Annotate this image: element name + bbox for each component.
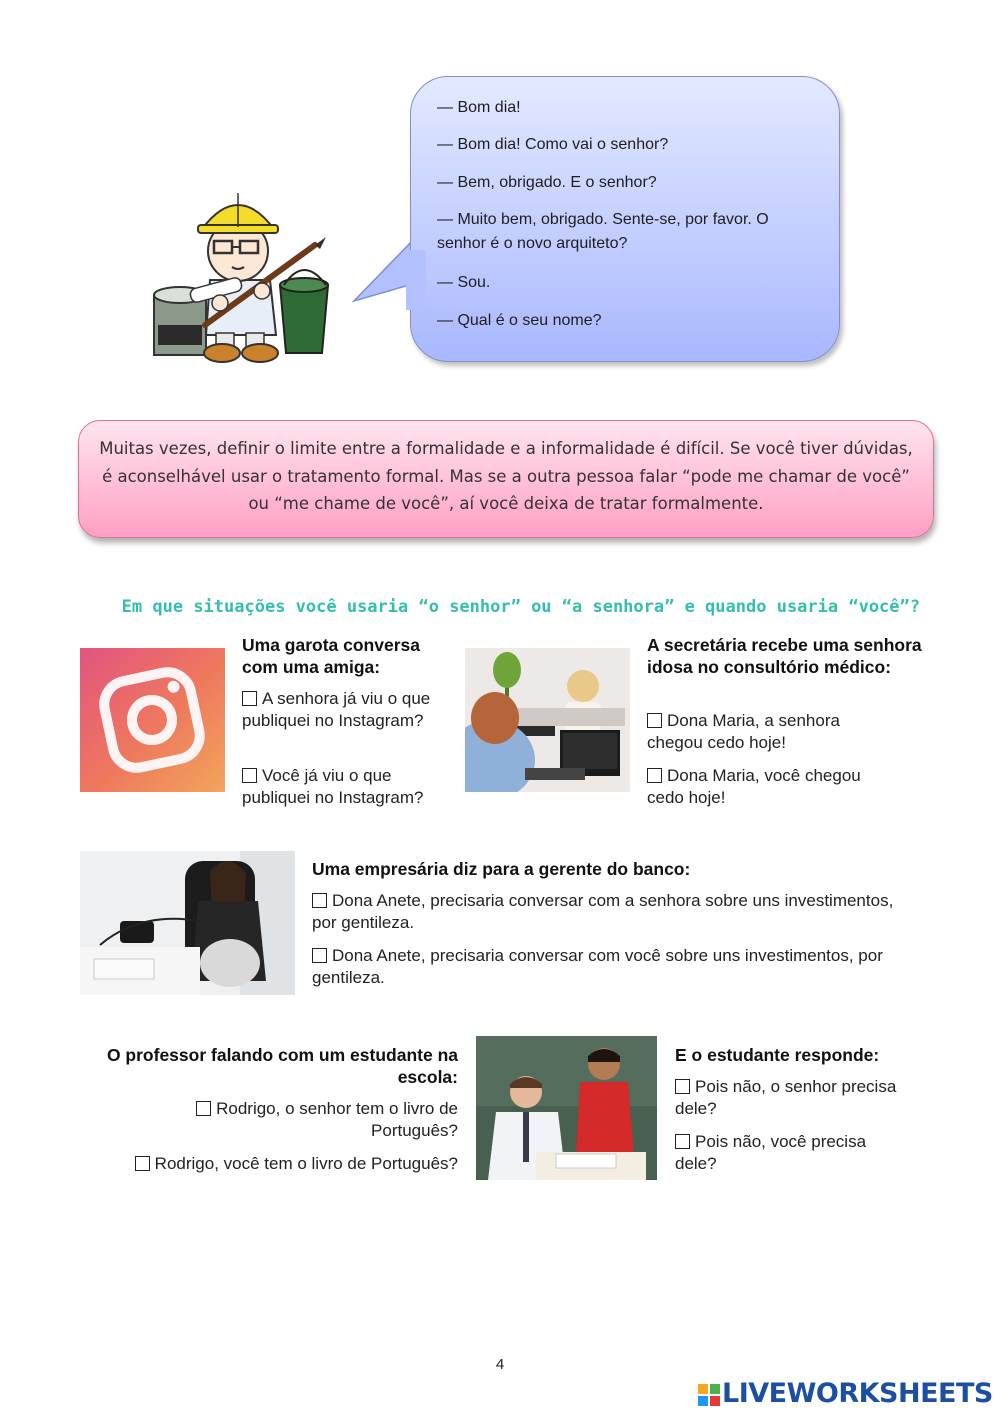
checkbox[interactable] bbox=[196, 1101, 211, 1116]
checkbox[interactable] bbox=[675, 1134, 690, 1149]
dialogue-line-6: — Qual é o seu nome? bbox=[437, 312, 602, 329]
exercise-4-option-2[interactable]: Rodrigo, você tem o livro de Português? bbox=[90, 1153, 458, 1175]
exercise-question: Em que situações você usaria “o senhor” ou “a senhora” e quando usaria “você”? bbox=[121, 597, 920, 617]
architect-illustration bbox=[150, 185, 340, 365]
exercise-3-title: Uma empresária diz para a gerente do banco: bbox=[312, 859, 691, 879]
checkbox[interactable] bbox=[312, 948, 327, 963]
businesswoman-photo bbox=[80, 851, 295, 995]
instagram-image bbox=[80, 648, 225, 792]
checkbox[interactable] bbox=[647, 713, 662, 728]
dialogue-line-5: — Sou. bbox=[437, 274, 491, 291]
formality-note: Muitas vezes, definir o limite entre a formalidade e a informalidade é difícil. Se você tiver dúvidas, é aconselhável usar o tratamento formal. Mas se a outra pessoa falar “pode me chamar de você” ou “me chame de você”, aí você deixa de tratar formalmente. bbox=[78, 420, 934, 538]
liveworksheets-wordmark: LIVEWORKSHEETS bbox=[722, 1378, 993, 1409]
liveworksheets-icon bbox=[698, 1384, 720, 1406]
exercise-1-title: Uma garota conversa com uma amiga: bbox=[242, 635, 420, 677]
dialogue-line-3: — Bem, obrigado. E o senhor? bbox=[437, 174, 657, 191]
secretary-photo bbox=[465, 648, 630, 792]
exercise-4-option-1[interactable]: Rodrigo, o senhor tem o livro de Português? bbox=[150, 1098, 458, 1142]
liveworksheets-logo[interactable] bbox=[698, 1378, 994, 1410]
exercise-1-option-2[interactable]: Você já viu o que publiquei no Instagram? bbox=[242, 766, 424, 807]
speech-bubble-tail-cover bbox=[406, 250, 426, 310]
checkbox[interactable] bbox=[135, 1156, 150, 1171]
checkbox[interactable] bbox=[312, 893, 327, 908]
exercise-4-title: O professor falando com um estudante na escola: bbox=[106, 1045, 458, 1087]
checkbox[interactable] bbox=[675, 1079, 690, 1094]
checkbox[interactable] bbox=[242, 691, 257, 706]
exercise-5-option-2[interactable]: Pois não, você precisa dele? bbox=[675, 1132, 867, 1173]
exercise-2-title: A secretária recebe uma senhora idosa no consultório médico: bbox=[647, 635, 922, 677]
exercise-5-title: E o estudante responde: bbox=[675, 1045, 880, 1065]
checkbox[interactable] bbox=[647, 768, 662, 783]
exercise-5-option-1[interactable]: Pois não, o senhor precisa dele? bbox=[675, 1077, 897, 1118]
page-number: 4 bbox=[495, 1356, 505, 1373]
exercise-2-option-2[interactable]: Dona Maria, você chegou cedo hoje! bbox=[647, 766, 861, 807]
dialogue-line-2: — Bom dia! Como vai o senhor? bbox=[437, 136, 669, 153]
dialogue-line-4: — Muito bem, obrigado. Sente-se, por favor. O senhor é o novo arquiteto? bbox=[437, 211, 769, 252]
teacher-student-photo bbox=[476, 1036, 657, 1180]
exercise-1-option-1[interactable]: A senhora já viu o que publiquei no Instagram? bbox=[242, 689, 431, 730]
exercise-3-option-1[interactable]: Dona Anete, precisaria conversar com a senhora sobre uns investimentos, por gentileza. bbox=[312, 891, 894, 932]
exercise-2-option-1[interactable]: Dona Maria, a senhora chegou cedo hoje! bbox=[647, 711, 840, 752]
checkbox[interactable] bbox=[242, 768, 257, 783]
dialogue-line-1: — Bom dia! bbox=[437, 99, 521, 116]
exercise-3-option-2[interactable]: Dona Anete, precisaria conversar com você sobre uns investimentos, por gentileza. bbox=[312, 946, 883, 987]
